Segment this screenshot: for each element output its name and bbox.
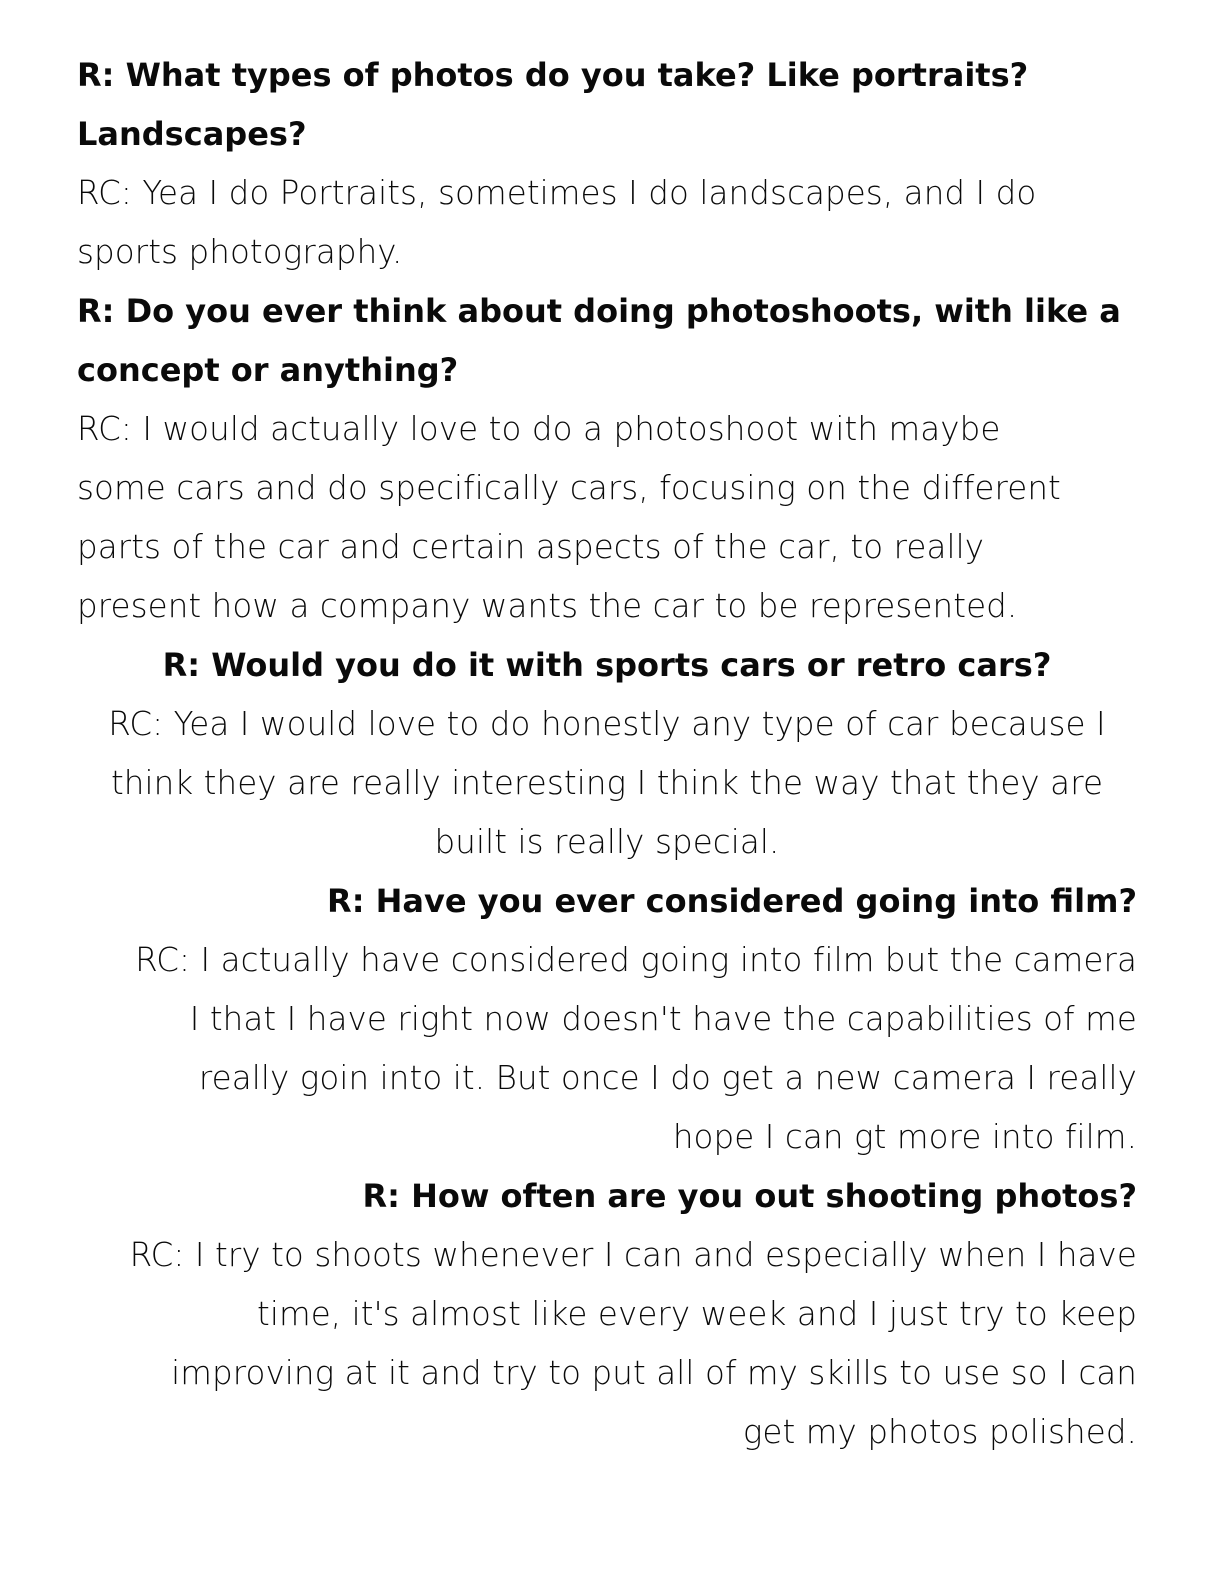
answer-line: I that I have right now doesn't have the capabilities of me	[189, 1000, 1137, 1038]
answer-block	[77, 400, 1137, 636]
answer-line: RC: Yea I do Portraits, sometimes I do landscapes, and I do	[77, 174, 1037, 212]
answer-line: RC: I actually have considered going into film but the camera	[135, 941, 1137, 979]
answer-line: get my photos polished.	[742, 1413, 1137, 1451]
answer-line: time, it's almost like every week and I just try to keep	[256, 1295, 1137, 1333]
answer-block	[77, 1226, 1137, 1462]
answer-line: parts of the car and certain aspects of the car, to really	[77, 528, 985, 566]
question-block	[77, 46, 1137, 164]
question-line: R: Have you ever considered going into film?	[327, 882, 1137, 920]
question-line: R: Would you do it with sports cars or retro cars?	[162, 646, 1052, 684]
question-block	[77, 872, 1137, 931]
question-block	[77, 636, 1137, 695]
answer-line: some cars and do specifically cars, focusing on the different	[77, 469, 1061, 507]
answer-line: improving at it and try to put all of my skills to use so I can	[171, 1354, 1137, 1392]
answer-block	[77, 164, 1137, 282]
answer-line: RC: I try to shoots whenever I can and especially when I have	[129, 1236, 1137, 1274]
answer-block	[77, 695, 1137, 872]
answer-line: RC: I would actually love to do a photoshoot with maybe	[77, 410, 1001, 448]
question-line: R: How often are you out shooting photos?	[362, 1177, 1137, 1215]
answer-line: really goin into it. But once I do get a new camera I really	[198, 1059, 1137, 1097]
question-block	[77, 1167, 1137, 1226]
answer-line: hope I can gt more into film.	[672, 1118, 1137, 1156]
answer-line: sports photography.	[77, 233, 403, 271]
question-block	[77, 282, 1137, 400]
answer-line: present how a company wants the car to be represented.	[77, 587, 1018, 625]
answer-line: built is really special.	[434, 823, 780, 861]
answer-line: think they are really interesting I think the way that they are	[110, 764, 1104, 802]
answer-line: RC: Yea I would love to do honestly any type of car because I	[108, 705, 1106, 743]
question-line: R: Do you ever think about doing photoshoots, with like a	[77, 292, 1121, 330]
interview-transcript	[77, 46, 1137, 1462]
answer-block	[77, 931, 1137, 1167]
question-line: concept or anything?	[77, 351, 459, 389]
question-line: Landscapes?	[77, 115, 307, 153]
question-line: R: What types of photos do you take? Like portraits?	[77, 56, 1029, 94]
